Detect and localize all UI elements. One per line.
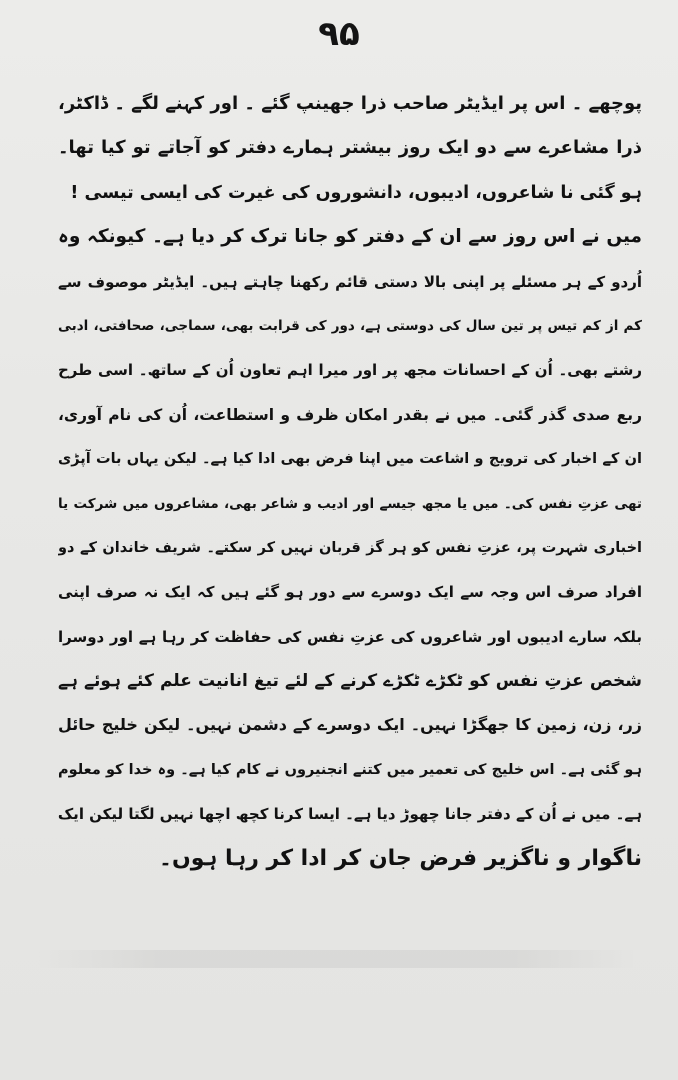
body-text <box>58 82 642 881</box>
text-line-1: پوچھے ۔ اس پر ایڈیٹر صاحب ذرا جھینپ گئے ۔ اور کہنے لگے ۔ ڈاکٹر، <box>58 93 642 114</box>
text-line-6: کم از کم تیس پر تین سال کی دوستی ہے، دور کی قرابت بھی، سماجی، صحافتی، ادبی <box>58 317 642 334</box>
text-line-5: اُردو کے ہر مسئلے پر اپنی بالا دستی قائم رکھنا چاہتے ہیں۔ ایڈیٹر موصوف سے <box>58 272 642 291</box>
text-line-8: ربع صدی گذر گئی۔ میں نے بقدر امکان ظرف و استطاعت، اُن کی نام آوری، <box>58 405 642 424</box>
text-line-16: ہو گئی ہے۔ اس خلیج کی تعمیر میں کتنے انجنیروں نے کام کیا ہے۔ وہ خدا کو معلوم <box>58 761 642 778</box>
bleed-through-mark <box>36 950 636 968</box>
text-line-3: ہو گئی نا شاعروں، ادیبوں، دانشوروں کی غیرت کی ایسی تیسی ! <box>70 182 642 203</box>
page-number: ۹۵ <box>318 14 360 54</box>
text-line-2: ذرا مشاعرے سے دو ایک روز بیشتر ہمارے دفتر کو آجاتے تو کیا تھا۔ <box>58 137 642 159</box>
text-line-12: افراد صرف اس وجہ سے ایک دوسرے سے دور ہو گئے ہیں کہ ایک نہ صرف اپنی <box>58 583 642 602</box>
text-line-11: اخباری شہرت پر، عزتِ نفس کو ہر گز قربان نہیں کر سکتے۔ شریف خاندان کے دو <box>58 539 642 556</box>
text-line-10: تھی عزتِ نفس کی۔ میں یا مجھ جیسے اور ادیب و شاعر بھی، مشاعروں میں شرکت یا <box>58 495 642 512</box>
text-line-14: شخص عزتِ نفس کو ٹکڑے ٹکڑے کرنے کے لئے تیغ انانیت علم کئے ہوئے ہے <box>58 671 642 692</box>
text-line-18: ناگوار و ناگزیر فرض جان کر ادا کر رہا ہوں۔ <box>159 845 642 871</box>
text-line-7: رشتے بھی۔ اُن کے احسانات مجھ پر اور میرا اہم تعاون اُن کے ساتھ۔ اسی طرح <box>58 361 642 380</box>
text-line-15: زر، زن، زمین کا جھگڑا نہیں۔ ایک دوسرے کے دشمن نہیں۔ لیکن خلیج حائل <box>58 715 642 735</box>
text-line-9: ان کے اخبار کی ترویج و اشاعت میں اپنا فرض بھی ادا کیا ہے۔ لیکن یہاں بات آپڑی <box>58 451 642 468</box>
text-line-4: میں نے اس روز سے ان کے دفتر کو جانا ترک کر دیا ہے۔ کیونکہ وہ <box>58 226 642 248</box>
text-line-17: ہے۔ میں نے اُن کے دفتر جانا چھوڑ دیا ہے۔ ایسا کرنا کچھ اچھا نہیں لگتا لیکن ایک <box>58 805 642 824</box>
text-line-13: بلکہ سارے ادیبوں اور شاعروں کی عزتِ نفس کی حفاظت کر رہا ہے اور دوسرا <box>58 627 642 646</box>
